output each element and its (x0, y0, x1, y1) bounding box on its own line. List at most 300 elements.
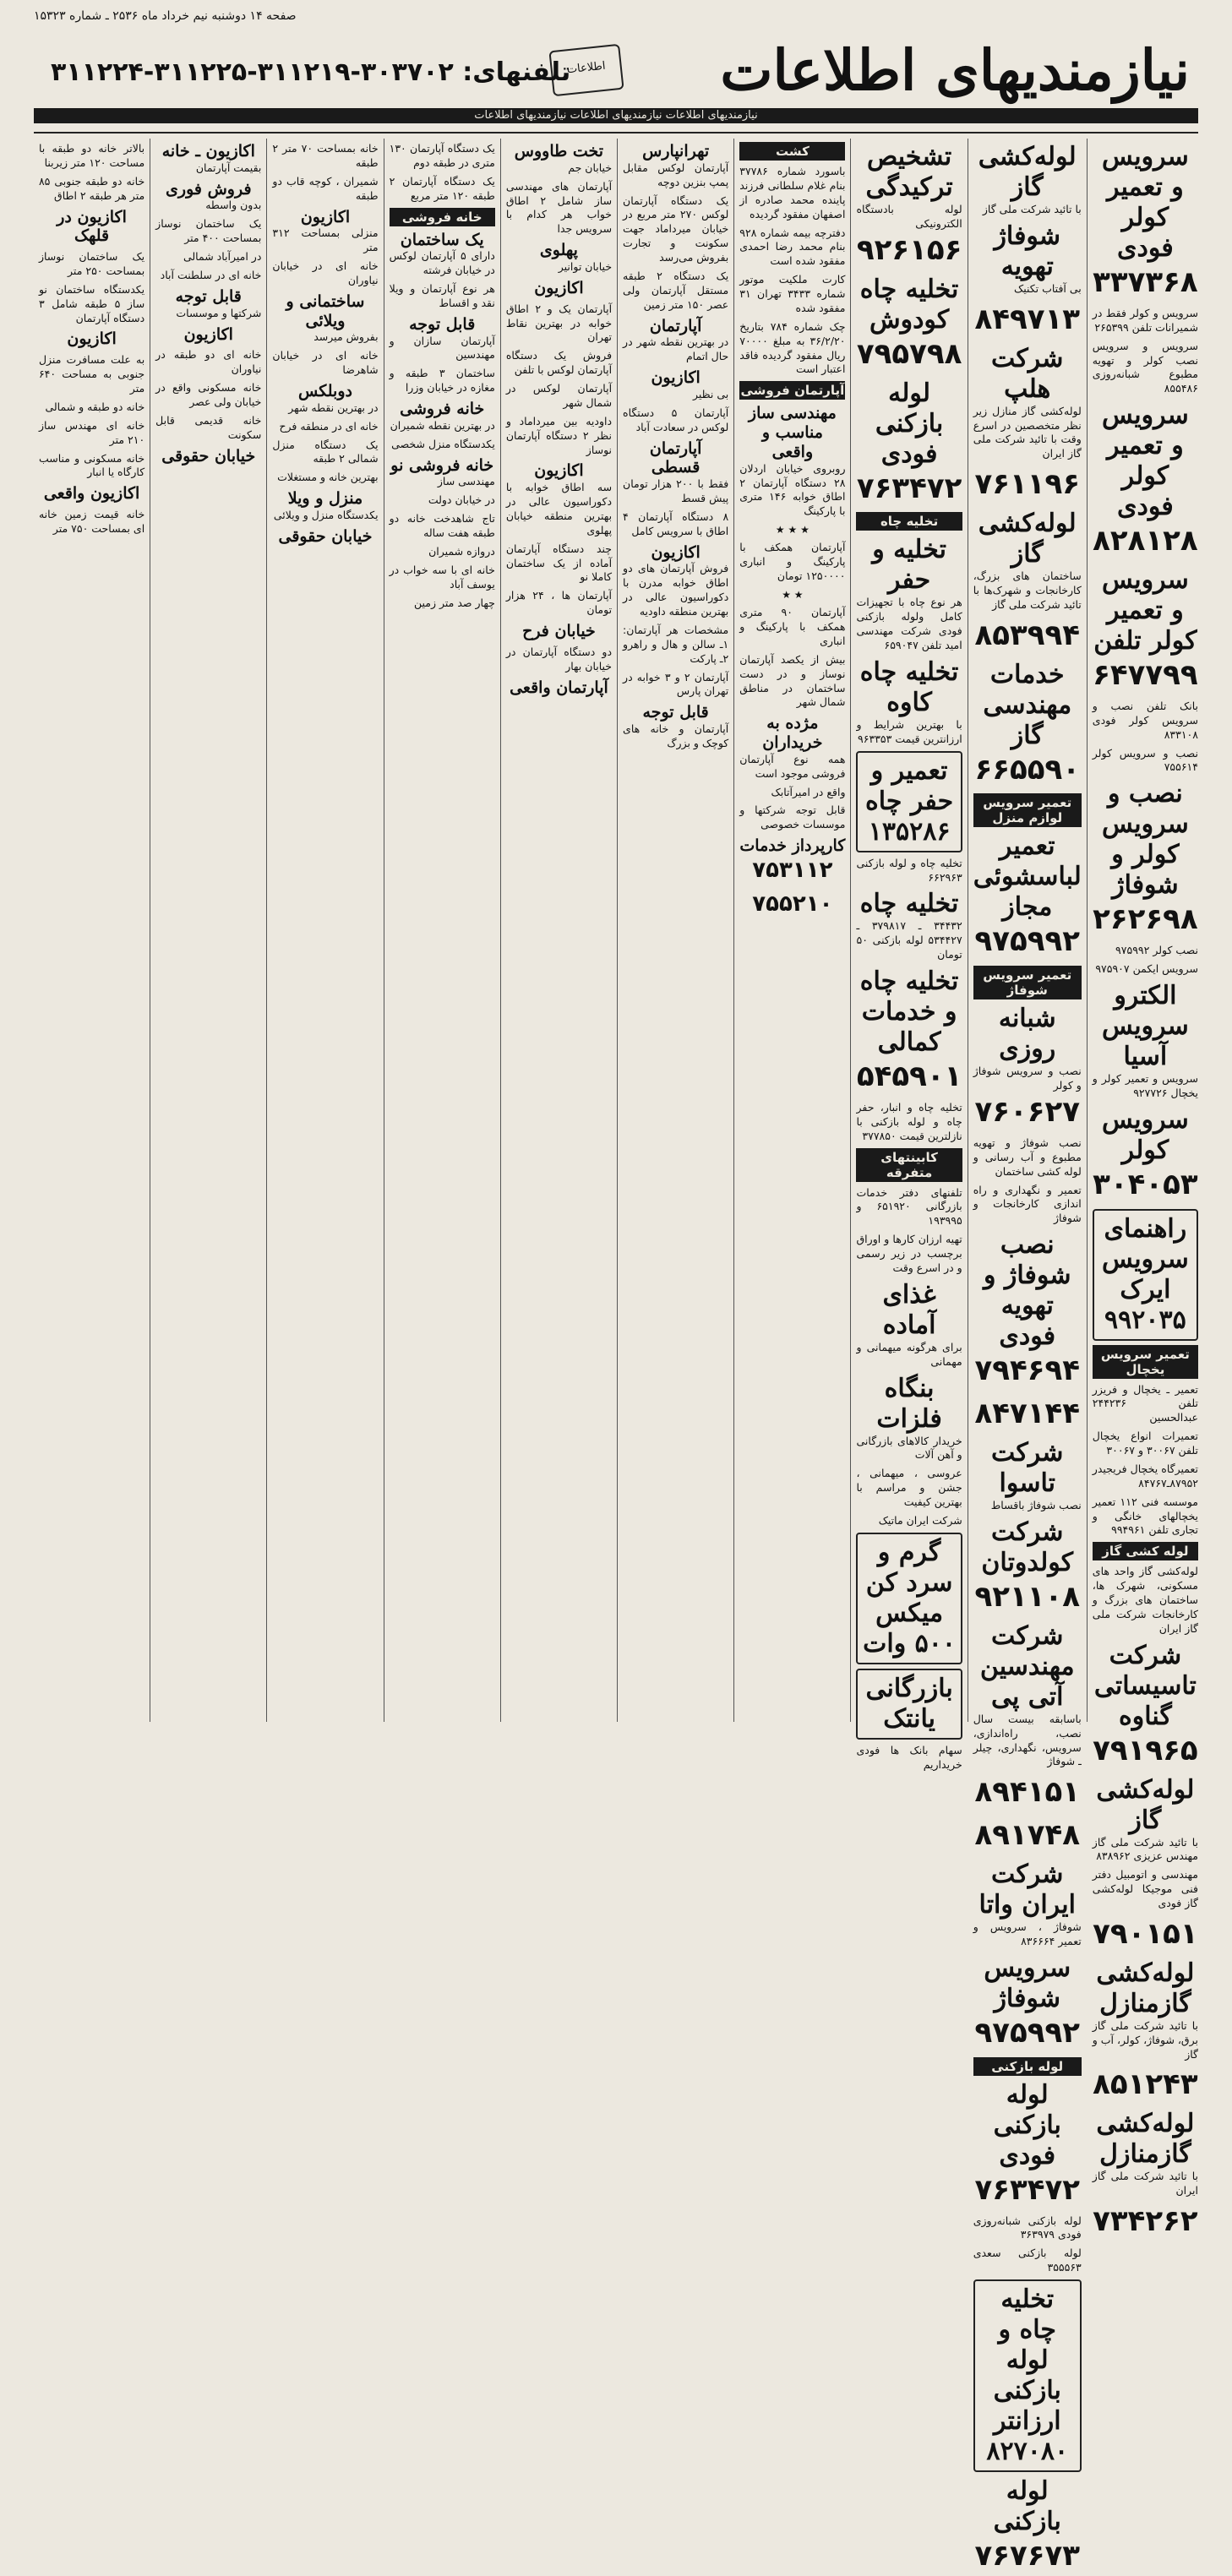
classified-ad (1093, 2066, 1198, 2105)
ad-body: با تائید شرکت ملی گاز مهندس عزیزی ۸۳۸۹۶۲ (1092, 1835, 1198, 1863)
classified-ad (390, 545, 495, 559)
column-5 (617, 139, 733, 1722)
classified-ad (623, 142, 728, 190)
ad-body: در بهترین نقطه شهر در حال اتمام (623, 335, 729, 363)
ad-body: منزلی بمساحت ۳۱۲ متر (272, 226, 379, 254)
phone-numbers: تلفنهای: ۳۰۳۷۰۲-۳۱۱۲۱۹-۳۱۱۲۲۵-۳۱۱۲۲۴ (51, 57, 571, 87)
ad-body: در بهترین نقطه شهر (288, 400, 379, 414)
classified-ad (623, 543, 728, 619)
ad-body: آپارتمان همکف با پارکینگ و انباری ۱۲۵۰۰۰۰ تومان (739, 541, 846, 583)
column-10 (34, 139, 150, 1722)
classified-ad (1093, 565, 1198, 695)
ad-body: چک شماره ۷۸۴ بتاریخ ۳۶/۲/۲۰ به مبلغ ۷۰۰۰۰ ریال مفقود گردیده فاقد اعتبار است (739, 319, 846, 376)
classified-ad (973, 1953, 1082, 2053)
ad-body: آپارتمان یک و ۲ اطاق خوابه در بهترین نقاط تهران (505, 302, 613, 344)
ad-headline: لوله‌کشی گازمنازل (1096, 1958, 1195, 2018)
ad-headline: آپارتمان قسطی (649, 438, 702, 477)
ad-body: با تائید شرکت ملی گاز برق، شوفاژ، کولر، آب و گاز (1092, 2018, 1198, 2061)
classified-ad (1093, 779, 1198, 939)
ad-body: لوله بادستگاه الکترونیکی (856, 203, 962, 230)
classified-ad (739, 588, 845, 602)
ad-body: تعمیرگاه یخچال فریجیدر ۸۷۹۵۲ـ۸۴۷۶۷ (1092, 1462, 1198, 1490)
ad-body: یک دستگاه آپارتمان ۱۳۰ متری در طبقه دوم (389, 142, 495, 169)
classified-ad (272, 382, 378, 416)
column-2 (968, 139, 1087, 2573)
column-9 (150, 139, 266, 1722)
classified-ad (973, 1860, 1082, 1949)
ad-phone-number: ۷۵۳۱۱۲ (752, 858, 833, 884)
classified-ad (739, 404, 845, 519)
ad-headline: الکترو سرویس آسیا (1102, 980, 1189, 1071)
classified-ad (390, 596, 495, 611)
classified-ad (1093, 2109, 1198, 2198)
boxed-ad-text: بازرگانی یانتک (865, 1673, 953, 1734)
ad-phone-number: ۸۴۹۷۱۳ (974, 302, 1080, 336)
classified-ad (506, 645, 612, 674)
ad-body: آپارتمان های مهندسی ساز شامل ۲ اطاق خواب هر کدام با سرویس جدا (505, 179, 613, 236)
classified-ad (155, 447, 261, 466)
ad-headline: لوله بازکنی (993, 2476, 1061, 2537)
classified-ad (1093, 1462, 1198, 1491)
ad-body: با بهترین شرایط و ارزانترین قیمت ۹۶۳۳۵۳ (856, 717, 962, 745)
classified-ad (272, 349, 378, 378)
ad-body: روبروی خیابان اردلان ۲۸ دستگاه آپارتمان ۲ اطاق خوابه ۱۴۶ متری با پارکینگ (739, 461, 846, 518)
classified-ad (390, 282, 495, 311)
classified-ad (856, 657, 962, 747)
ad-headline: شوفاژ تهویه (994, 221, 1061, 281)
ad-headline: شرکت ایران واتا (979, 1860, 1076, 1920)
ad-headline: خیابان حقوقی (161, 446, 256, 466)
classified-ad (973, 660, 1082, 790)
ad-body: بانک تلفن نصب و سرویس کولر فودی ۸۳۳۱۰۸ (1092, 699, 1198, 741)
section-header: تعمیر سرویس یخچال (1093, 1345, 1198, 1379)
classified-ad (973, 2214, 1082, 2243)
ad-body: نصب کولر ۹۷۵۹۹۲ (1115, 944, 1198, 957)
ad-phone-number: ۶۶۵۵۹۰ (974, 752, 1080, 787)
ad-phone-number: ۶۴۷۷۹۹ (1093, 658, 1198, 693)
classified-ad (856, 1101, 962, 1144)
classified-ad (155, 217, 261, 246)
ad-body: لوله‌کشی گاز منازل زیر نظر متخصصین در اسرع وقت با تائید شرکت ملی گاز ایران (973, 404, 1082, 460)
classified-ad (1093, 1915, 1198, 1954)
masthead-subbar: نیازمندیهای اطلاعات نیازمندیهای اطلاعات نیازمندیهای اطلاعات (34, 108, 1198, 123)
ad-headline: غذای آماده (882, 1279, 936, 1340)
page-info-line (34, 5, 1198, 27)
classified-ad (973, 1773, 1082, 1812)
ad-headline: قابل توجه (175, 286, 242, 306)
ad-headline: تخلیه و حفر (872, 535, 946, 596)
classified-ad (1093, 1868, 1198, 1911)
ad-headline: اکازیون واقعی (43, 484, 140, 504)
boxed-ad-text: تعمیر و حفر چاه ۱۳۵۲۸۶ (865, 755, 954, 847)
classified-ad (973, 466, 1082, 504)
classified-ad (39, 452, 144, 481)
ad-body: هر نوع آپارتمان و ویلا نقد و اقساط (389, 282, 495, 309)
classified-ad (390, 564, 495, 592)
classified-ad (739, 653, 845, 711)
ad-body: خانه مسکونی و مناسب کارگاه یا انبار (38, 451, 145, 479)
classified-ad (1093, 944, 1198, 958)
ad-body: شرکتها و موسسات (176, 306, 262, 319)
classified-ad (390, 512, 495, 541)
ad-body: فروش آپارتمان های دو اطاق خوابه مدرن با دکوراسیون عالی در بهترین منطقه داودیه (623, 562, 729, 618)
ad-headline: اکازیون (300, 207, 351, 226)
ad-headline: لوله‌کشی گاز (978, 509, 1077, 569)
ad-body: شمیران ، کوچه قاب دو طبقه (272, 174, 379, 202)
boxed-ad-text: گرم و سرد کن میکس ۵۰۰ وات (863, 1537, 957, 1658)
ad-body: آپارتمان لوکس مقابل پمپ بنزین دوچه (623, 161, 729, 188)
ad-headline: تشخیص ترکیدگی (865, 142, 953, 202)
classified-ad (39, 400, 144, 415)
classified-ad (506, 349, 612, 378)
ad-phone-number: ۷۵۵۲۱۰ (752, 891, 833, 918)
classified-ad (856, 1186, 962, 1229)
classified-ad (973, 1621, 1082, 1770)
ad-body: با تائید شرکت ملی گاز ایران (1092, 2170, 1198, 2197)
classified-ad (155, 250, 261, 264)
classified-ad (390, 456, 495, 490)
classified-ad (39, 175, 144, 204)
classified-ad (973, 831, 1082, 961)
ad-body: آپارتمان سازان و مهندسین (389, 334, 495, 362)
ad-phone-number: ۷۳۴۲۶۲ (1093, 2204, 1198, 2239)
ad-headline: اکازیون (651, 368, 700, 388)
section-header: خانه فروشی (390, 208, 495, 226)
boxed-ad-text: راهنمای سرویس ایرک ۹۹۲۰۳۵ (1102, 1213, 1189, 1335)
ad-headline: مژده به خریداران (762, 714, 823, 753)
ad-body: فروش یک دستگاه آپارتمان لوکس با تلفن (505, 349, 613, 377)
classified-ad (1093, 2203, 1198, 2241)
classified-ad (856, 1669, 962, 1740)
ad-body: خانه دو طبقه جنوبی ۸۵ متر هر طبقه ۲ اطاق (38, 174, 145, 202)
classified-ad (272, 438, 378, 467)
column-7 (384, 139, 500, 1722)
ad-headline: مهندسی ساز مناسب و واقعی (748, 404, 837, 461)
ad-headline: اکازیون (183, 324, 233, 344)
classified-ad (506, 542, 612, 585)
ad-headline: اکازیون (651, 542, 700, 562)
ad-headline: اکازیون در قلهک (57, 207, 127, 246)
classified-ad (973, 1136, 1082, 1179)
classified-ad (506, 622, 612, 641)
ad-body: آپارتمان ۹۰ متری همکف با پارکینگ و انباری (739, 606, 846, 647)
ad-headline: تخت طاووس (514, 142, 604, 161)
column-4 (733, 139, 850, 1722)
classified-ad (973, 2279, 1082, 2472)
classified-ad (623, 624, 728, 667)
ad-headline: لوله‌کشی گاز (978, 142, 1077, 202)
classified-ad (856, 751, 962, 852)
classified-ad (739, 226, 845, 270)
ad-body: شوفاژ ، سرویس و تعمیر ۸۳۶۶۶۴ (973, 1920, 1082, 1947)
ad-headline: یک ساختمان (400, 230, 484, 249)
ad-headline: خانه فروشی (400, 400, 485, 419)
ad-body: آپارتمان ها ، ۲۴ هزار تومان (505, 589, 613, 617)
ad-body: سرویس و کولر فقط در شمیرانات تلفن ۲۶۵۳۹۹ (1092, 306, 1198, 334)
ad-body: تعمیر و نگهداری و راه اندازی کارخانجات و شوفاژ (973, 1183, 1082, 1225)
classified-ad (973, 509, 1082, 613)
ad-body: به علت مسافرت منزل جنوبی به مساحت ۶۴۰ متر (38, 353, 145, 395)
ad-headline: تخلیه چاه (859, 889, 959, 919)
classified-ad (739, 320, 845, 378)
ad-body: خانه ای مهندس ساز ۲۱۰ متر (38, 418, 145, 446)
classified-ad (623, 270, 728, 313)
ad-body: بقیمت آپارتمان (195, 161, 262, 174)
ad-headline: خدمات مهندسی گاز (983, 659, 1072, 750)
ad-body: هر نوع چاه با تجهیزات کامل ولوله بازکنی فودی شرکت مهندسی امید تلفن ۶۵۹۰۴۷ (856, 596, 962, 652)
classified-ad (390, 438, 495, 452)
classified-ad (739, 273, 845, 316)
classified-ad (39, 353, 144, 396)
ad-phone-number: ۹۲۶۱۵۶ (856, 232, 962, 267)
ad-headline: شرکت هلپ (991, 343, 1064, 404)
ad-phone-number: ۷۶۷۶۷۳ (974, 2539, 1080, 2573)
ad-headline: نصب شوفاژ و تهویه فودی (983, 1230, 1071, 1352)
ad-phone-number: ۷۹۱۹۶۵ (1093, 1733, 1198, 1767)
classified-ad (623, 671, 728, 700)
ad-body: خانه ای در خیابان نیاوران (272, 259, 379, 286)
classified-ad (39, 250, 144, 279)
ad-phone-number: ۸۲۸۱۲۸ (1093, 524, 1198, 558)
section-header: کشت (739, 142, 845, 161)
classified-ad (272, 471, 378, 485)
ad-phone-number: ۹۷۵۹۹۲ (974, 2015, 1080, 2050)
ad-body: سهام بانک ها فودی خریداریم (856, 1743, 962, 1771)
classified-ad (739, 523, 845, 536)
star-divider: ★ ★ ★ (775, 524, 810, 536)
classified-ad (739, 541, 845, 584)
section-header: لوله کشی گاز (1093, 1542, 1198, 1560)
ad-phone-number: ۷۶۳۴۷۲ (856, 471, 962, 505)
ad-phone-number: ۷۹۴۶۹۴ (974, 1353, 1080, 1388)
ad-body: خانه مسکونی واقع در خیابان ولی عصر (155, 381, 262, 408)
classified-ad (973, 1004, 1082, 1132)
ad-body: نصب شوفاژ باقساط (990, 1499, 1082, 1511)
ad-headline: خیابان حقوقی (278, 526, 373, 546)
ad-headline: لوله‌کشی گازمنازل (1096, 2109, 1195, 2170)
classified-ad (1093, 962, 1198, 977)
classified-ad (973, 221, 1082, 297)
ad-body: تاج شاهدخت خانه دو طبقه هفت ساله (389, 512, 495, 540)
classified-ad (973, 1517, 1082, 1617)
classified-ad (506, 589, 612, 618)
ad-body: لوله بازکنی سعدی ۳۵۵۵۶۳ (973, 2247, 1082, 2274)
ad-headline: سرویس شوفاژ (984, 1952, 1071, 2013)
ad-body: آپارتمان ۵ دستگاه لوکس در سعادت آباد (623, 406, 729, 433)
classified-ad (973, 2247, 1082, 2275)
classified-ad (856, 1514, 962, 1528)
ad-headline: قابل توجه (642, 703, 709, 722)
ad-body: آپارتمان لوکس در شمال شهر (505, 382, 613, 409)
classified-ad (856, 857, 962, 885)
ad-headline: لوله‌کشی گاز (1096, 1774, 1195, 1835)
classified-ad (506, 142, 612, 176)
ad-body: دو دستگاه آپارتمان در خیابان بهار (505, 645, 613, 673)
classified-ad (39, 484, 144, 504)
ad-headline: خانه فروشی نو (390, 455, 494, 475)
newspaper-emblem-icon: اطلاعات (548, 44, 624, 96)
classified-ad (39, 419, 144, 448)
classified-ad (155, 381, 261, 410)
ad-body: بدون واسطه (205, 199, 262, 212)
ad-body: تخلیه چاه و لوله بازکنی ۶۶۲۹۶۳ (856, 856, 962, 884)
classified-ad (856, 1280, 962, 1370)
classified-ad (506, 302, 612, 346)
classified-ad (739, 714, 845, 781)
ad-body: یک ساختمان نوساز بمساحت ۲۵۰ متر (38, 250, 145, 277)
classified-ad (272, 489, 378, 523)
ad-body: دارای ۵ آپارتمان لوکس در خیابان فرشته (389, 249, 495, 277)
ad-headline: شرکت کولدوتان (981, 1517, 1074, 1577)
classified-ad (272, 208, 378, 256)
star-divider: ★ ★ (782, 588, 804, 601)
classified-ad (1093, 307, 1198, 335)
ad-headline: قابل توجه (409, 314, 476, 334)
ad-phone-number: ۷۶۱۱۹۶ (974, 467, 1080, 502)
classified-ad (272, 527, 378, 547)
column-8 (266, 139, 383, 1722)
classified-ad (390, 367, 495, 395)
classified-ad (623, 510, 728, 539)
ad-headline: خیابان فرح (522, 622, 596, 641)
ad-body: مهندسی ساز (437, 475, 495, 488)
page-title: نیازمندیهای اطلاعات (720, 37, 1190, 103)
classified-ad (1093, 400, 1198, 561)
classified-ad (1093, 340, 1198, 397)
classified-ad (506, 241, 612, 275)
classified-ad (856, 1374, 962, 1463)
classified-ad (390, 142, 495, 171)
ad-phone-number: ۷۹۰۱۵۱ (1093, 1916, 1198, 1951)
classified-ad (623, 703, 728, 751)
ad-headline: تخلیه چاه و خدمات کمالی (859, 967, 959, 1058)
ad-body: خانه ای در سلطنت آباد (160, 268, 262, 281)
classified-ad (856, 1233, 962, 1276)
ad-body: در خیابان دولت (428, 493, 495, 507)
classified-ad (155, 180, 261, 214)
classified-ad (1093, 1383, 1198, 1426)
ad-body: تلفنهای دفتر خدمات بازرگانی ۶۵۱۹۲۰ و ۱۹۳۹۹۵ (856, 1185, 962, 1228)
classified-ad (1093, 747, 1198, 776)
ad-headline: شرکت تاسیساتی گناوه (1093, 1640, 1197, 1731)
ad-body: ساختمان ۳ طبقه و مغازه در خیابان وزرا (389, 367, 495, 395)
classified-ad (856, 379, 962, 509)
ad-body: یک دستگاه آپارتمان ۲ طبقه ۱۲۰ متر مربع (389, 174, 495, 202)
classified-ad (155, 325, 261, 345)
classified-ad (1093, 1209, 1198, 1341)
ad-headline: لوله بازکنی فودی (875, 378, 944, 469)
ad-phone-number: ۷۶۳۴۷۲ (974, 2172, 1080, 2207)
ad-body: مشخصات هر آپارتمان: ۱ـ سالن و هال و راهرو ۲ـ پارکت (623, 623, 729, 665)
classified-ad (973, 1438, 1082, 1513)
section-header: تعمیر سرویس لوازم منزل (973, 793, 1082, 827)
section-header: تخلیه چاه (856, 512, 962, 531)
ad-body: تعمیر ـ یخچال و فریزر تلفن ۲۴۴۲۳۶ عبدالحسین (1092, 1382, 1198, 1424)
ad-body: بی آفتاب تکنیک (1014, 281, 1082, 295)
ad-headline: کارپرداز خدمات (739, 836, 846, 856)
ad-phone-number: ۲۶۲۶۹۸ (1093, 902, 1198, 937)
classified-ad (623, 317, 728, 365)
ad-body: یک ساختمان نوساز بمساحت ۴۰۰ متر (155, 217, 262, 245)
classified-ad (973, 2080, 1082, 2210)
ad-phone-number: ۳۳۷۳۶۸ (1093, 265, 1198, 299)
ad-body: چند دستگاه آپارتمان آماده از یک ساختمان کاملا نو (505, 542, 613, 584)
ad-body: بفروش میرسد (313, 330, 379, 344)
ad-body: یکدستگاه منزل شخصی (391, 437, 495, 450)
classified-ad (739, 786, 845, 800)
classified-ad (856, 142, 962, 270)
ad-body: عروسی ، میهمانی ، جشن و مراسم با بهترین کیفیت (856, 1467, 962, 1509)
classified-ad (1093, 1495, 1198, 1539)
classified-ad (1093, 1775, 1198, 1865)
ad-body: تخلیه چاه و انبار، حفر چاه و لوله بازکنی با نازلترین قیمت ۳۷۷۸۵۰ (856, 1100, 962, 1142)
classified-ad (506, 180, 612, 237)
classified-ad (739, 890, 845, 919)
classified-ad (1093, 1958, 1198, 2062)
ad-body: خانه ای در منطقه فرح (279, 419, 379, 433)
ad-headline: شرکت مهندسین آتی پی (979, 1620, 1075, 1712)
classified-ad (39, 142, 144, 171)
column-6 (500, 139, 617, 1722)
ad-body: تعمیرات انواع یخچال تلفن ۳۰۰۶۷ و ۳۰۰۶۷ (1092, 1430, 1198, 1457)
ad-body: یک دستگاه ۲ طبقه مستقل آپارتمان ولی عصر ۱۵۰ متر زمین (623, 269, 729, 311)
ad-headline: شرکت تاسوا (991, 1438, 1064, 1498)
ad-body: بالاتر خانه دو طبقه با مساحت ۱۲۰ متر زیربنا (38, 142, 145, 169)
ad-body: بهترین خانه و مستغلات (277, 471, 379, 484)
ad-body: ساختمان های بزرگ، کارخانجات و شهرک‌ها با تائید شرکت ملی گاز (973, 569, 1082, 611)
ad-headline: لوله بازکنی فودی (993, 2079, 1061, 2170)
ad-body: قابل توجه شرکتها و موسسات خصوصی (739, 803, 846, 831)
ad-headline: اکازیون ـ خانه (161, 142, 255, 161)
classified-ad (506, 461, 612, 537)
classified-ad (390, 175, 495, 204)
ad-headline: فروش فوری (166, 179, 252, 199)
section-header: کابینتهای متفرقه (856, 1148, 962, 1182)
ad-body: در بهترین نقطه شمیران (390, 418, 495, 432)
classified-ad (39, 208, 144, 247)
ad-headline: اکازیون (534, 461, 584, 481)
section-header: تعمیر سرویس شوفاژ (973, 966, 1082, 999)
ad-headline: تهرانپارس (642, 142, 710, 161)
ad-body: سرویس ایکمن ۹۷۵۹۰۷ (1095, 962, 1198, 976)
classified-ad (623, 406, 728, 435)
ad-body: خیابان جم (568, 161, 613, 174)
classified-ad (272, 292, 378, 345)
ad-headline: آپارتمان واقعی (510, 678, 608, 697)
classified-ad (390, 400, 495, 433)
page-info: صفحه ۱۴ دوشنبه نیم خرداد ماه ۲۵۳۶ ـ شماره ۱۵۳۲۳ (34, 9, 297, 23)
ad-body: خانه دو طبقه و شمالی (45, 400, 145, 413)
classified-ad (39, 329, 144, 349)
ad-body: نصب شوفاژ و تهویه مطبوع و آب رسانی و لوله کشی ساختمان (973, 1136, 1082, 1178)
ad-body: فقط با ۲۰۰ هزار تومان پیش قسط (623, 477, 729, 504)
ad-headline: سرویس کولر (1102, 1104, 1189, 1165)
boxed-ad-text: تخلیه چاه و لوله بازکنی ارزانتر ۸۲۷۰۸۰ (986, 2285, 1069, 2467)
ad-headline: سرویس و تعمیر کولر فودی (1102, 400, 1189, 522)
classified-ad (1093, 1430, 1198, 1458)
ad-body: داودیه بین میرداماد و نظر ۲ دستگاه آپارتمان نوساز (505, 414, 613, 456)
ad-body: خریدار کالاهای بازرگانی و آهن آلات (856, 1434, 962, 1462)
classified-ad (39, 283, 144, 326)
ad-body: سرویس و تعمیر کولر و یخچال ۹۲۷۷۲۶ (1092, 1071, 1198, 1099)
ad-body: نصب و سرویس شوفاژ و کولر (973, 1065, 1082, 1092)
ad-body: یک دستگاه آپارتمان لوکس ۲۷۰ متر مربع در خیابان میرداماد جهت سکونت و تجارت بفروش می‌رسد (623, 193, 729, 264)
classified-ad (856, 535, 962, 653)
classified-ad (973, 1184, 1082, 1227)
ad-body: بیش از یکصد آپارتمان نوساز و در دست ساختمان در مناطق شمال شهر (739, 652, 846, 709)
ad-body: همه نوع آپارتمان فروشی موجود است (739, 752, 846, 780)
ad-headline: دوبلکس (298, 382, 352, 401)
